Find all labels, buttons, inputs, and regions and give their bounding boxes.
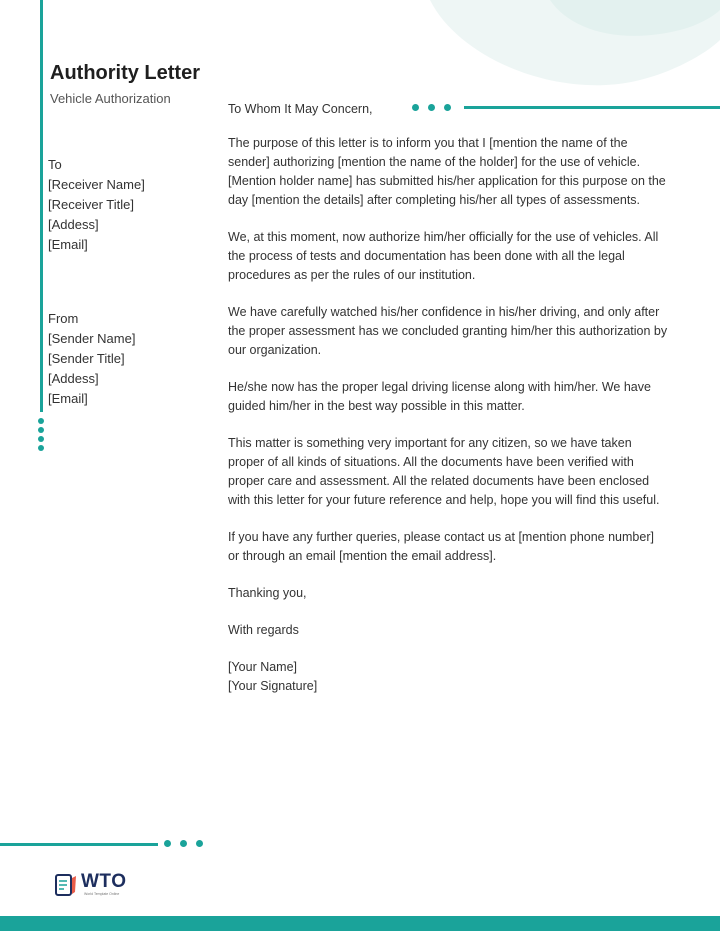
sender-address: [Addess]	[48, 371, 99, 386]
sender-email: [Email]	[48, 391, 88, 406]
receiver-email: [Email]	[48, 237, 88, 252]
receiver-name: [Receiver Name]	[48, 177, 145, 192]
paragraph-authorize: We, at this moment, now authorize him/her officially for the use of vehicles. All the process of tests and documentation has been done with all the legal procedures as per the rules of our institution.	[228, 230, 659, 282]
header-dots	[412, 104, 451, 111]
footer-rule	[0, 843, 158, 846]
letter-title: Authority Letter	[50, 62, 200, 84]
sender-name: [Sender Name]	[48, 331, 136, 346]
receiver-address: [Addess]	[48, 217, 99, 232]
wto-logo	[54, 872, 126, 898]
footer-dots	[164, 840, 203, 847]
letter-subtitle: Vehicle Authorization	[50, 91, 171, 106]
salutation: To Whom It May Concern,	[228, 102, 373, 116]
your-signature: [Your Signature]	[228, 679, 318, 693]
footer-bar	[0, 916, 720, 931]
paragraph-purpose: The purpose of this letter is to inform you that I [mention the name of the sender] authorizing [mention the name of the holder] for the use of vehicle. [Mention holder name] has submitted his/her application for this purpose on the day [mention the details] after completing his/her all types of assessments.	[228, 136, 666, 207]
left-vertical-rule	[40, 0, 43, 412]
document-icon	[54, 872, 78, 898]
header-rule	[464, 106, 720, 109]
receiver-title: [Receiver Title]	[48, 197, 134, 212]
paragraph-contact: If you have any further queries, please contact us at [mention phone number] or through an email [mention the email address].	[228, 530, 654, 563]
logo-text: WTO	[81, 871, 127, 892]
paragraph-documents: This matter is something very important for any citizen, so we have taken proper of all kinds of situations. All the documents have been verified with proper care and assessment. All the related documents have been enclosed with this letter for your future reference and help, hope you will find this useful.	[228, 436, 660, 507]
letter-body	[228, 134, 668, 696]
from-block	[48, 309, 135, 409]
from-label: From	[48, 311, 79, 326]
sender-title: [Sender Title]	[48, 351, 125, 366]
paragraph-license: He/she now has the proper legal driving license along with him/her. We have guided him/her in the best way possible in this matter.	[228, 380, 651, 413]
paragraph-confidence: We have carefully watched his/her confidence in his/her driving, and only after the proper assessment has we concluded granting him/her this authorization by our organization.	[228, 305, 668, 357]
closing-block	[228, 584, 668, 696]
regards-line: With regards	[228, 623, 299, 637]
corner-decoration	[400, 0, 720, 110]
left-dots	[38, 418, 44, 454]
logo-tagline: World Template Online	[84, 892, 120, 896]
to-label: To	[48, 157, 62, 172]
your-name: [Your Name]	[228, 660, 298, 674]
to-block	[48, 155, 145, 255]
thanks-line: Thanking you,	[228, 586, 307, 600]
